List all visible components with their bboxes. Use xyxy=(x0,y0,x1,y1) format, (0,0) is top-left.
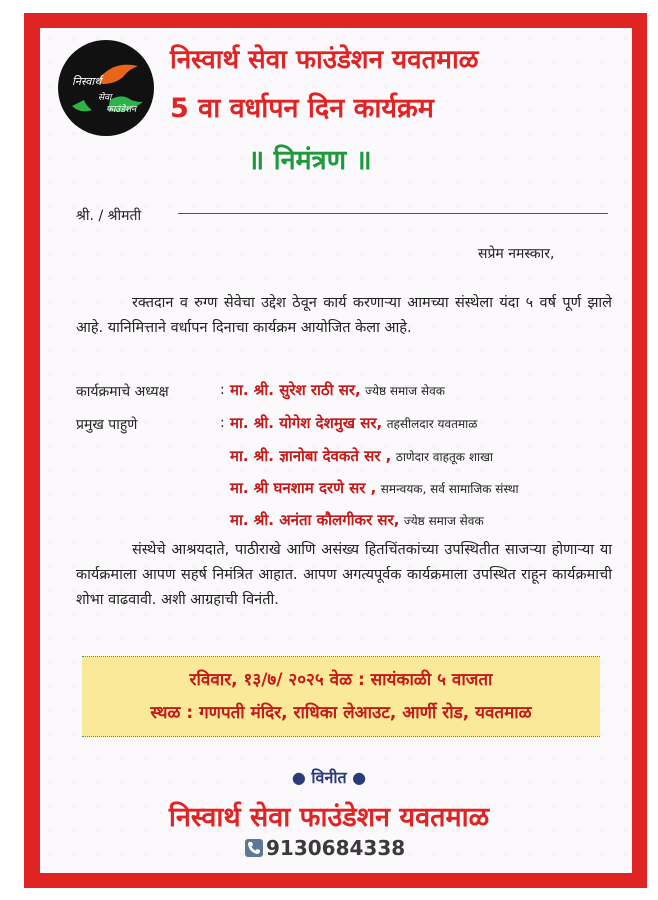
chief-guest-desc: ज्येष्ठ समाज सेवक xyxy=(403,514,484,528)
intro-paragraph xyxy=(76,291,612,341)
greeting: सप्रेम नमस्कार, xyxy=(478,246,555,262)
chief-guest-entry xyxy=(230,478,519,498)
chief-guest-name: मा. श्री घनशाम दरणे सर , xyxy=(230,479,377,497)
bullet-icon: ● xyxy=(352,768,367,787)
phone-number: 9130684338 xyxy=(266,836,406,860)
chief-guest-entry xyxy=(230,413,477,433)
closing xyxy=(0,766,658,788)
logo-text-line3: फाउंडेशन xyxy=(106,105,137,115)
chief-guest-desc: तहसीलदार यवतमाळ xyxy=(386,417,478,431)
salutation-label: श्री. / श्रीमती xyxy=(76,208,142,224)
event-date-time: रविवार, १३/७/ २०२५ वेळ : सायंकाळी ५ वाजता xyxy=(189,670,493,690)
name-blank-line xyxy=(178,213,608,214)
logo-text-line1: निस्वार्थ xyxy=(72,75,102,88)
bullet-icon: ● xyxy=(291,768,306,787)
invitation-paragraph xyxy=(76,538,612,613)
invitation-paragraph-text: संस्थेचे आश्रयदाते, पाठीराखे आणि असंख्य हितचिंतकांच्या उपस्थितीत साजऱ्या होणाऱ्या या कार्यक्रमाला आपण सहर्ष निमंत्रित आहात. आपण अगत्यपूर्वक कार्यक्रमाला उपस्थित राहून कार्यक्रमाची शोभा वाढवावी. अशी आग्रहाची विनंती. xyxy=(76,542,612,608)
chief-guest-colon: : xyxy=(220,415,225,431)
chief-guest-entry xyxy=(230,446,493,466)
signature-organization: निस्वार्थ सेवा फाउंडेशन यवतमाळ xyxy=(168,802,490,833)
president-name: मा. श्री. सुरेश राठी सर, xyxy=(230,381,361,399)
invitation-heading: ॥ निमंत्रण ॥ xyxy=(248,145,372,176)
chief-guest-desc: ठाणेदार वाहतूक शाखा xyxy=(395,450,494,464)
organization-logo xyxy=(58,40,154,136)
chief-guest-name: मा. श्री. ज्ञानोबा देवकते सर , xyxy=(230,447,392,465)
chief-guest-label: प्रमुख पाहुणे xyxy=(76,417,138,433)
chief-guest-desc: समन्वयक, सर्व सामाजिक संस्था xyxy=(380,482,519,496)
event-details-banner xyxy=(82,656,600,737)
president-entry xyxy=(230,380,445,400)
event-title: 5 वा वर्धापन दिन कार्यक्रम xyxy=(170,93,434,124)
president-label: कार्यक्रमाचे अध्यक्ष xyxy=(76,384,169,400)
chief-guest-entry xyxy=(230,510,484,530)
logo-text-line2: सेवा xyxy=(98,93,112,103)
chief-guest-name: मा. श्री. योगेश देशमुख सर, xyxy=(230,414,383,432)
contact-phone xyxy=(245,836,405,860)
closing-text: विनीत xyxy=(311,768,347,787)
event-venue: स्थळ : गणपती मंदिर, राधिका लेआउट, आर्णी रोड, यवतमाळ xyxy=(150,703,532,723)
chief-guest-name: मा. श्री. अनंता कौलगीकर सर, xyxy=(230,511,400,529)
phone-icon xyxy=(245,839,263,857)
intro-paragraph-text: रक्तदान व रुग्ण सेवेचा उद्देश ठेवून कार्य करणाऱ्या आमच्या संस्थेला यंदा ५ वर्ष पूर्ण झाले आहे. यानिमित्ताने वर्धापन दिनाचा कार्यक्रम आयोजित केला आहे. xyxy=(76,295,612,336)
president-desc: ज्येष्ठ समाज सेवक xyxy=(365,384,445,398)
president-colon: : xyxy=(220,382,225,398)
organization-title: निस्वार्थ सेवा फाउंडेशन यवतमाळ xyxy=(170,45,479,75)
helping-hands-icon xyxy=(58,40,154,136)
